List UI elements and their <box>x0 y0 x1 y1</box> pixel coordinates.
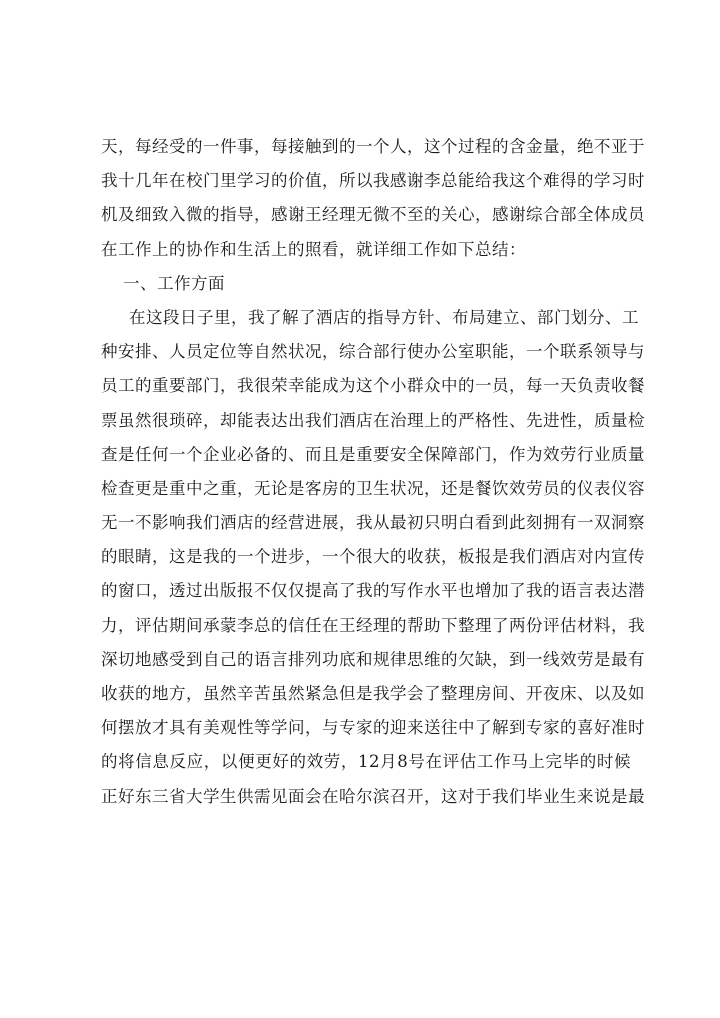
document-body <box>101 130 645 814</box>
text-line: 的将信息反应，以便更好的效劳，12月8号在评估工作马上完毕的时候 <box>101 752 631 772</box>
text-line: 查是任何一个企业必备的、而且是重要安全保障部门，作为效劳行业质量 <box>101 444 645 464</box>
text-line: 我十几年在校门里学习的价值，所以我感谢李总能给我这个难得的学习时 <box>101 171 645 191</box>
text-line: 机及细致入微的指导，感谢王经理无微不至的关心，感谢综合部全体成员 <box>101 205 645 225</box>
text-line: 检查更是重中之重，无论是客房的卫生状况，还是餐饮效劳员的仪表仪容 <box>101 478 645 498</box>
text-line: 员工的重要部门，我很荣幸能成为这个小群众中的一员，每一天负责收餐 <box>101 376 645 396</box>
text-line: 收获的地方，虽然辛苦虽然紧急但是我学会了整理房间、开夜床、以及如 <box>101 684 645 703</box>
text-line: 的窗口，透过出版报不仅仅提高了我的写作水平也增加了我的语言表达潜 <box>101 581 645 601</box>
text-line: 在这段日子里，我了解了酒店的指导方针、布局建立、部门划分、工 <box>129 307 639 327</box>
text-line: 票虽然很琐碎，却能表达出我们酒店在治理上的严格性、先进性，质量检 <box>101 410 645 430</box>
text-line: 深切地感受到自己的语言排列功底和规律思维的欠缺，到一线效劳是最有 <box>101 649 645 669</box>
text-line: 天，每经受的一件事，每接触到的一个人，这个过程的含金量，绝不亚于 <box>101 137 645 156</box>
text-line: 力，评估期间承蒙李总的信任在王经理的帮助下整理了两份评估材料，我 <box>101 615 645 635</box>
section-heading: 一、工作方面 <box>123 273 225 293</box>
text-line: 的眼睛，这是我的一个进步，一个很大的收获，板报是我们酒店对内宣传 <box>101 547 645 567</box>
text-line: 无一不影响我们酒店的经营进展，我从最初只明白看到此刻拥有一双洞察 <box>101 513 645 533</box>
text-line: 何摆放才具有美观性等学问，与专家的迎来送往中了解到专家的喜好准时 <box>101 718 645 738</box>
text-line: 在工作上的协作和生活上的照看，就详细工作如下总结： <box>101 239 526 259</box>
text-line: 种安排、人员定位等自然状况，综合部行使办公室职能，一个联系领导与 <box>101 342 645 362</box>
text-line: 正好东三省大学生供需见面会在哈尔滨召开，这对于我们毕业生来说是最 <box>101 786 645 806</box>
